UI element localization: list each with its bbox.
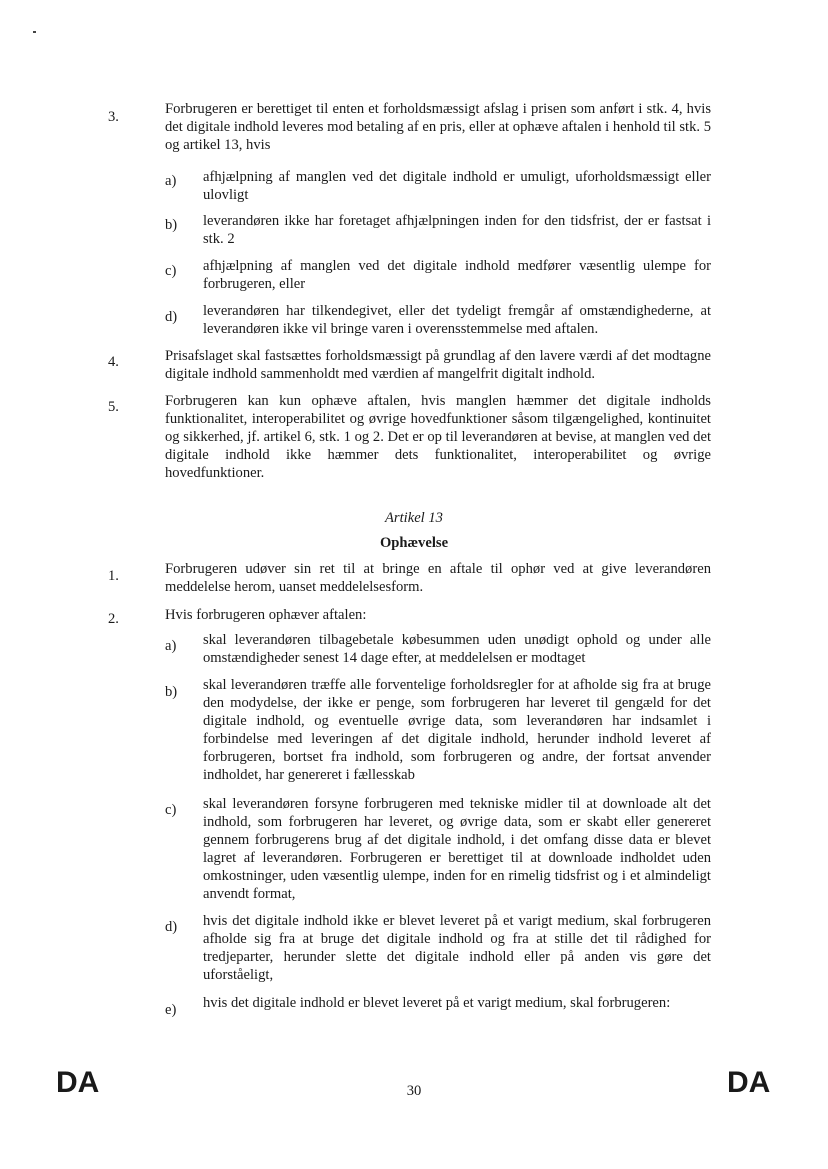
item-letter: a) xyxy=(165,173,177,189)
item-number: 3. xyxy=(108,109,119,125)
item-letter: d) xyxy=(165,309,178,325)
paragraph-text: hvis det digitale indhold ikke er blevet leveret på et varigt medium, skal forbrugeren afholde sig fra at bruge det digitale indhold og fra at stille det til rådighed for tredjeparter, herunder slette det digitale indhold eller på anden vis gøre det uforståeligt, xyxy=(203,913,711,983)
item-letter: b) xyxy=(165,684,178,700)
paragraph-text: Forbrugeren er berettiget til enten et forholdsmæssigt afslag i prisen som anført i stk. 4, hvis det digitale indhold leveres mod betaling af en pris, eller at ophæve aftalen i henhold til stk. 5 og artikel 13, hvis xyxy=(165,101,711,153)
paragraph-text: skal leverandøren tilbagebetale købesummen uden unødigt ophold og under alle omstændigheder senest 14 dage efter, at meddelelsen er modtaget xyxy=(203,632,711,666)
item-letter: b) xyxy=(165,217,178,233)
article-subtitle: Ophævelse xyxy=(379,535,449,551)
item-number: 5. xyxy=(108,399,119,415)
item-letter: c) xyxy=(165,802,177,818)
paragraph-text: leverandøren har tilkendegivet, eller det tydeligt fremgår af omstændighederne, at leverandøren ikke vil bringe varen i overensstemmelse med aftalen. xyxy=(203,303,711,337)
language-code-right: DA xyxy=(727,1066,771,1099)
item-letter: c) xyxy=(165,263,177,279)
page-number: 30 xyxy=(406,1083,422,1099)
paragraph-text: skal leverandøren forsyne forbrugeren med tekniske midler til at downloade alt det indhold, som forbrugeren har leveret, og øvrige data, som er skabt eller genereret gennem forbrugerens brug af det digitale indhold, i det omfang disse data er blevet lagret af leverandøren. Forbrugeren er berettiget til at downloade indholdet uden omkostninger, uden væsentlig ulempe, inden for en rimelig tidsfrist og i et almindeligt anvendt format, xyxy=(203,796,711,902)
paragraph-text: hvis det digitale indhold er blevet leveret på et varigt medium, skal forbrugeren: xyxy=(203,995,671,1011)
paragraph-text: skal leverandøren træffe alle forventelige forholdsregler for at afholde sig fra at bruge den modydelse, der ikke er penge, som forbrugeren har leveret til gengæld for det digitale indhold, og eventuelle øvrige data, som leverandøren har indsamlet i forbindelse med leveringen af det digitale indhold, herunder indhold leveret af forbrugeren, bortset fra indhold, som forbrugeren og andre, der fortsat anvender indholdet, har genereret i fællesskab xyxy=(203,677,711,783)
item-number: 2. xyxy=(108,611,119,627)
paragraph-text: Forbrugeren kan kun ophæve aftalen, hvis manglen hæmmer det digitale indholds funktionalitet, interoperabilitet og øvrige hovedfunktioner såsom tilgængelighed, kontinuitet og sikkerhed, jf. artikel 6, stk. 1 og 2. Det er op til leverandøren at bevise, at manglen ved det digitale indhold ikke hæmmer dets funktionalitet, interoperabilitet og øvrige hovedfunktioner. xyxy=(165,393,711,481)
language-code-left: DA xyxy=(56,1066,100,1099)
article-title: Artikel 13 xyxy=(385,510,443,526)
paragraph-text: afhjælpning af manglen ved det digitale indhold medfører væsentlig ulempe for forbrugeren, eller xyxy=(203,258,711,292)
item-number: 1. xyxy=(108,568,119,584)
paragraph-text: afhjælpning af manglen ved det digitale indhold er umuligt, uforholdsmæssigt eller ulovligt xyxy=(203,169,711,203)
paragraph-text: Prisafslaget skal fastsættes forholdsmæssigt på grundlag af den lavere værdi af det modtagne digitale indhold sammenholdt med værdien af mangelfrit digitalt indhold. xyxy=(165,348,711,382)
scan-speck xyxy=(33,31,36,33)
item-number: 4. xyxy=(108,354,119,370)
item-letter: d) xyxy=(165,919,178,935)
item-letter: e) xyxy=(165,1002,177,1018)
item-letter: a) xyxy=(165,638,177,654)
paragraph-text: Hvis forbrugeren ophæver aftalen: xyxy=(165,607,367,623)
paragraph-text: Forbrugeren udøver sin ret til at bringe en aftale til ophør ved at give leverandøren meddelelse herom, uanset meddelelsesform. xyxy=(165,561,711,595)
paragraph-text: leverandøren ikke har foretaget afhjælpningen inden for den tidsfrist, der er fastsat i stk. 2 xyxy=(203,213,711,247)
